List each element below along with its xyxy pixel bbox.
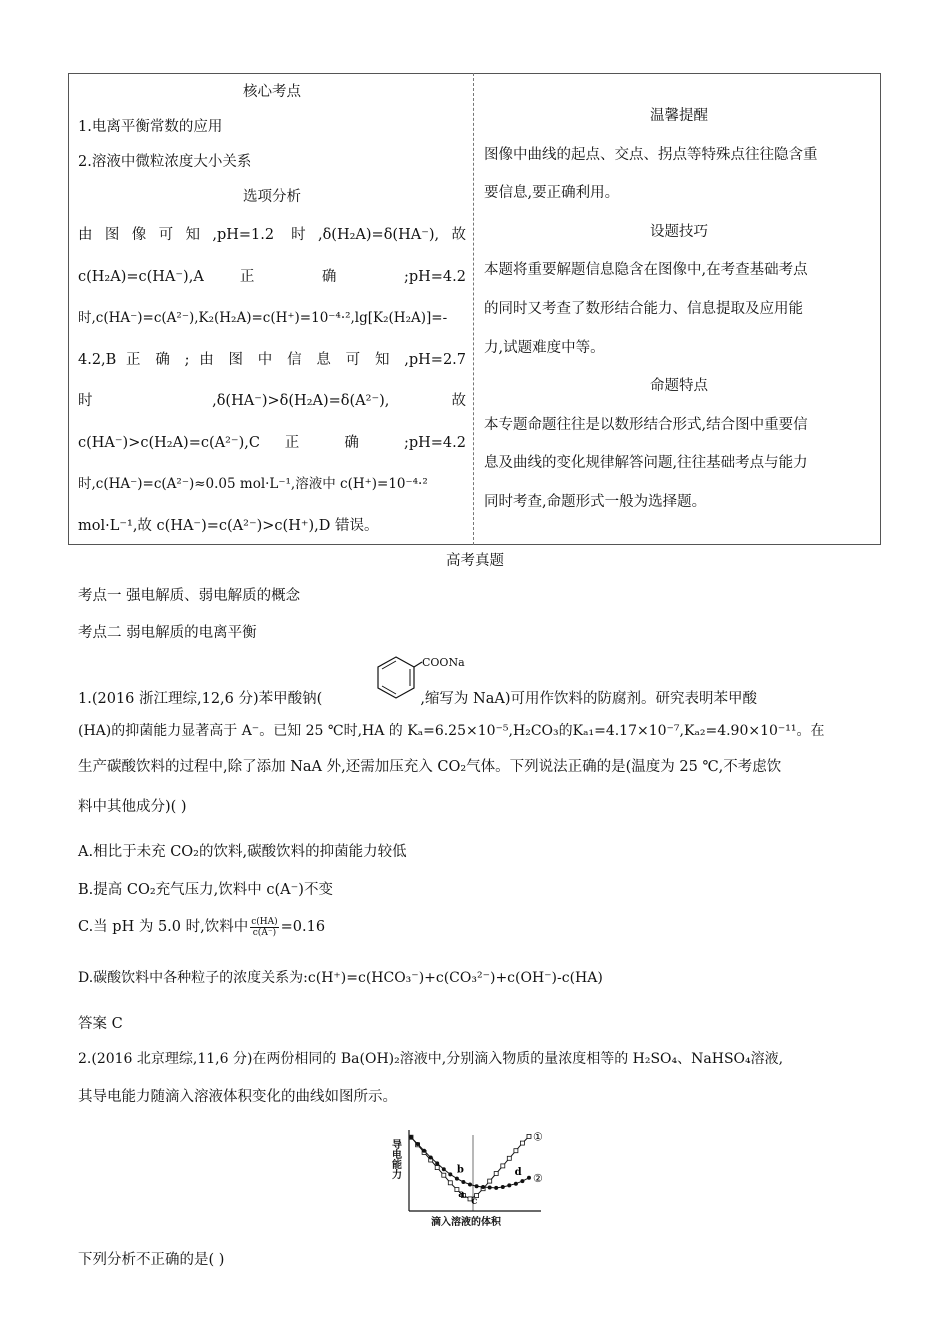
q1-answer: 答案 C <box>78 1016 123 1032</box>
series-2-point <box>461 1180 465 1184</box>
series-2-point <box>488 1186 492 1190</box>
series-1-point <box>494 1172 498 1176</box>
skill-line-3: 力,试题难度中等。 <box>484 339 605 356</box>
q1-option-c-post: =0.16 <box>280 919 326 935</box>
q1-option-d: D.碳酸饮料中各种粒子的浓度关系为:c(H⁺)=c(HCO₃⁻)+c(CO₃²⁻)+c(OH⁻)-c(HA) <box>78 970 603 986</box>
series-2-point <box>429 1156 433 1160</box>
q2-line-1: 2.(2016 北京理综,11,6 分)在两份相同的 Ba(OH)₂溶液中,分别滴入物质的量浓度相等的 H₂SO₄、NaHSO₄溶液, <box>78 1051 784 1067</box>
series-2-point <box>501 1185 505 1189</box>
tip-line-2: 要信息,要正确利用。 <box>484 185 620 202</box>
point-label-d: d <box>514 1167 522 1179</box>
fraction-numerator: c(HA) <box>251 916 278 927</box>
series-1-point <box>501 1164 505 1168</box>
series-2-point <box>514 1182 518 1186</box>
conductivity-chart <box>389 1125 558 1230</box>
series-label-1: ① <box>533 1130 543 1144</box>
table-left-column <box>78 75 466 547</box>
series-1-point <box>435 1166 439 1170</box>
series-2-point <box>448 1172 452 1176</box>
series-1-point <box>442 1173 446 1177</box>
series-2-point <box>442 1167 446 1171</box>
tip-line-1: 图像中曲线的起点、交点、拐点等特殊点往往隐含重 <box>484 146 818 163</box>
feature-line-1: 本专题命题往往是以数形结合形式,结合图中重要信 <box>484 416 808 433</box>
q1-option-c-pre: C.当 pH 为 5.0 时,饮料中 <box>78 919 249 935</box>
analysis-line-8: mol·L⁻¹,故 c(HA⁻)=c(A²⁻)>c(H⁺),D 错误。 <box>78 517 379 534</box>
series-1-point <box>527 1134 531 1138</box>
feature-title: 命题特点 <box>650 378 708 395</box>
point-label-a: a <box>458 1189 465 1201</box>
series-2-point <box>435 1161 439 1165</box>
series-1-point <box>514 1149 518 1153</box>
topic-1: 考点一 强电解质、弱电解质的概念 <box>78 588 301 604</box>
analysis-line-4: 4.2,B 正 确 ; 由 图 中 信 息 可 知 ,pH=2.7 <box>78 351 466 368</box>
skill-title: 设题技巧 <box>650 223 708 240</box>
series-2-point <box>468 1183 472 1187</box>
series-label-2: ② <box>533 1171 543 1185</box>
analysis-title: 选项分析 <box>243 189 301 205</box>
benzene-inner-bond-1 <box>382 661 396 669</box>
series-1-point <box>520 1141 524 1145</box>
section-title: 高考真题 <box>446 553 504 569</box>
series-2-point <box>527 1176 531 1180</box>
benzene-inner-bond-3 <box>382 686 396 694</box>
core-points-title: 核心考点 <box>243 84 301 100</box>
analysis-line-2: c(H₂A)=c(HA⁻),A 正 确 ;pH=4.2 <box>78 268 466 285</box>
core-point-2: 2.溶液中微粒浓度大小关系 <box>78 154 252 170</box>
feature-line-3: 同时考查,命题形式一般为选择题。 <box>484 493 707 510</box>
analysis-line-1: 由图像可知,pH=1.2 时,δ(H₂A)=δ(HA⁻),故 <box>78 227 466 243</box>
analysis-line-5: 时 ,δ(HA⁻)>δ(H₂A)=δ(A²⁻), 故 <box>78 393 466 409</box>
series-2-point <box>475 1184 479 1188</box>
series-line-2 <box>411 1137 529 1188</box>
series-2-point <box>416 1142 420 1146</box>
fraction-denominator: c(A⁻) <box>252 927 277 938</box>
series-2-point <box>520 1179 524 1183</box>
chart-xlabel: 滴入溶液的体积 <box>431 1217 501 1228</box>
series-2-point <box>455 1177 459 1181</box>
point-label-b: b <box>456 1164 464 1176</box>
skill-line-2: 的同时又考查了数形结合能力、信息提取及应用能 <box>484 300 803 317</box>
q1-option-a: A.相比于未充 CO₂的饮料,碳酸饮料的抑菌能力较低 <box>78 844 407 860</box>
series-2-point <box>422 1149 426 1153</box>
topic-2: 考点二 弱电解质的电离平衡 <box>78 625 257 641</box>
point-label-c: c <box>471 1195 478 1207</box>
table-divider <box>473 73 474 545</box>
q1-option-b: B.提高 CO₂充气压力,饮料中 c(A⁻)不变 <box>78 882 333 898</box>
q1-line-3: 生产碳酸饮料的过程中,除了添加 NaA 外,还需加压充入 CO₂气体。下列说法正确的是(温度为 25 ℃,不考虑饮 <box>78 759 782 775</box>
series-2-point <box>494 1186 498 1190</box>
series-1-point <box>507 1156 511 1160</box>
feature-line-2: 息及曲线的变化规律解答问题,往往基础考点与能力 <box>484 455 808 472</box>
q1-option-c-fraction <box>250 917 278 938</box>
q1-line-2: (HA)的抑菌能力显著高于 A⁻。已知 25 ℃时,HA 的 Kₐ=6.25×10⁻⁵,H₂CO₃的Kₐ₁=4.17×10⁻⁷,Kₐ₂=4.90×10⁻¹¹。在 <box>78 723 825 739</box>
series-2-point <box>507 1183 511 1187</box>
analysis-line-3: 时,c(HA⁻)=c(A²⁻),K₂(H₂A)=c(H⁺)=10⁻⁴·²,lg[K₂(H₂A)]=- <box>78 310 448 326</box>
q1-line-1-b: ,缩写为 NaA)可用作饮料的防腐剂。研究表明苯甲酸 <box>420 691 758 707</box>
benzene-ring <box>378 657 414 698</box>
series-1-point <box>488 1179 492 1183</box>
q2-line-2: 其导电能力随滴入溶液体积变化的曲线如图所示。 <box>78 1089 397 1105</box>
skill-line-1: 本题将重要解题信息隐含在图像中,在考查基础考点 <box>484 262 808 279</box>
analysis-line-6: c(HA⁻)>c(H₂A)=c(A²⁻),C 正 确 ;pH=4.2 <box>78 434 466 451</box>
benzene-substituent-label: COONa <box>422 656 465 669</box>
table-right-column <box>484 97 874 522</box>
analysis-line-7: 时,c(HA⁻)=c(A²⁻)≈0.05 mol·L⁻¹,溶液中 c(H⁺)=10⁻⁴·² <box>78 476 428 492</box>
q1-option-c <box>78 915 325 938</box>
tip-title: 温馨提醒 <box>650 108 708 124</box>
series-1-point <box>448 1181 452 1185</box>
core-point-1: 1.电离平衡常数的应用 <box>78 119 223 135</box>
benzene-substituent-bond <box>414 662 422 667</box>
chart-ylabel: 导电能力 <box>389 1139 401 1179</box>
series-2-point <box>409 1135 413 1139</box>
series-2-point <box>481 1185 485 1189</box>
benzene-structure <box>368 652 468 708</box>
q1-line-4: 料中其他成分)( ) <box>78 799 187 815</box>
q1-line-1-a: 1.(2016 浙江理综,12,6 分)苯甲酸钠( <box>78 691 323 707</box>
q2-question: 下列分析不正确的是( ) <box>78 1252 225 1268</box>
series-line-1 <box>411 1136 529 1199</box>
